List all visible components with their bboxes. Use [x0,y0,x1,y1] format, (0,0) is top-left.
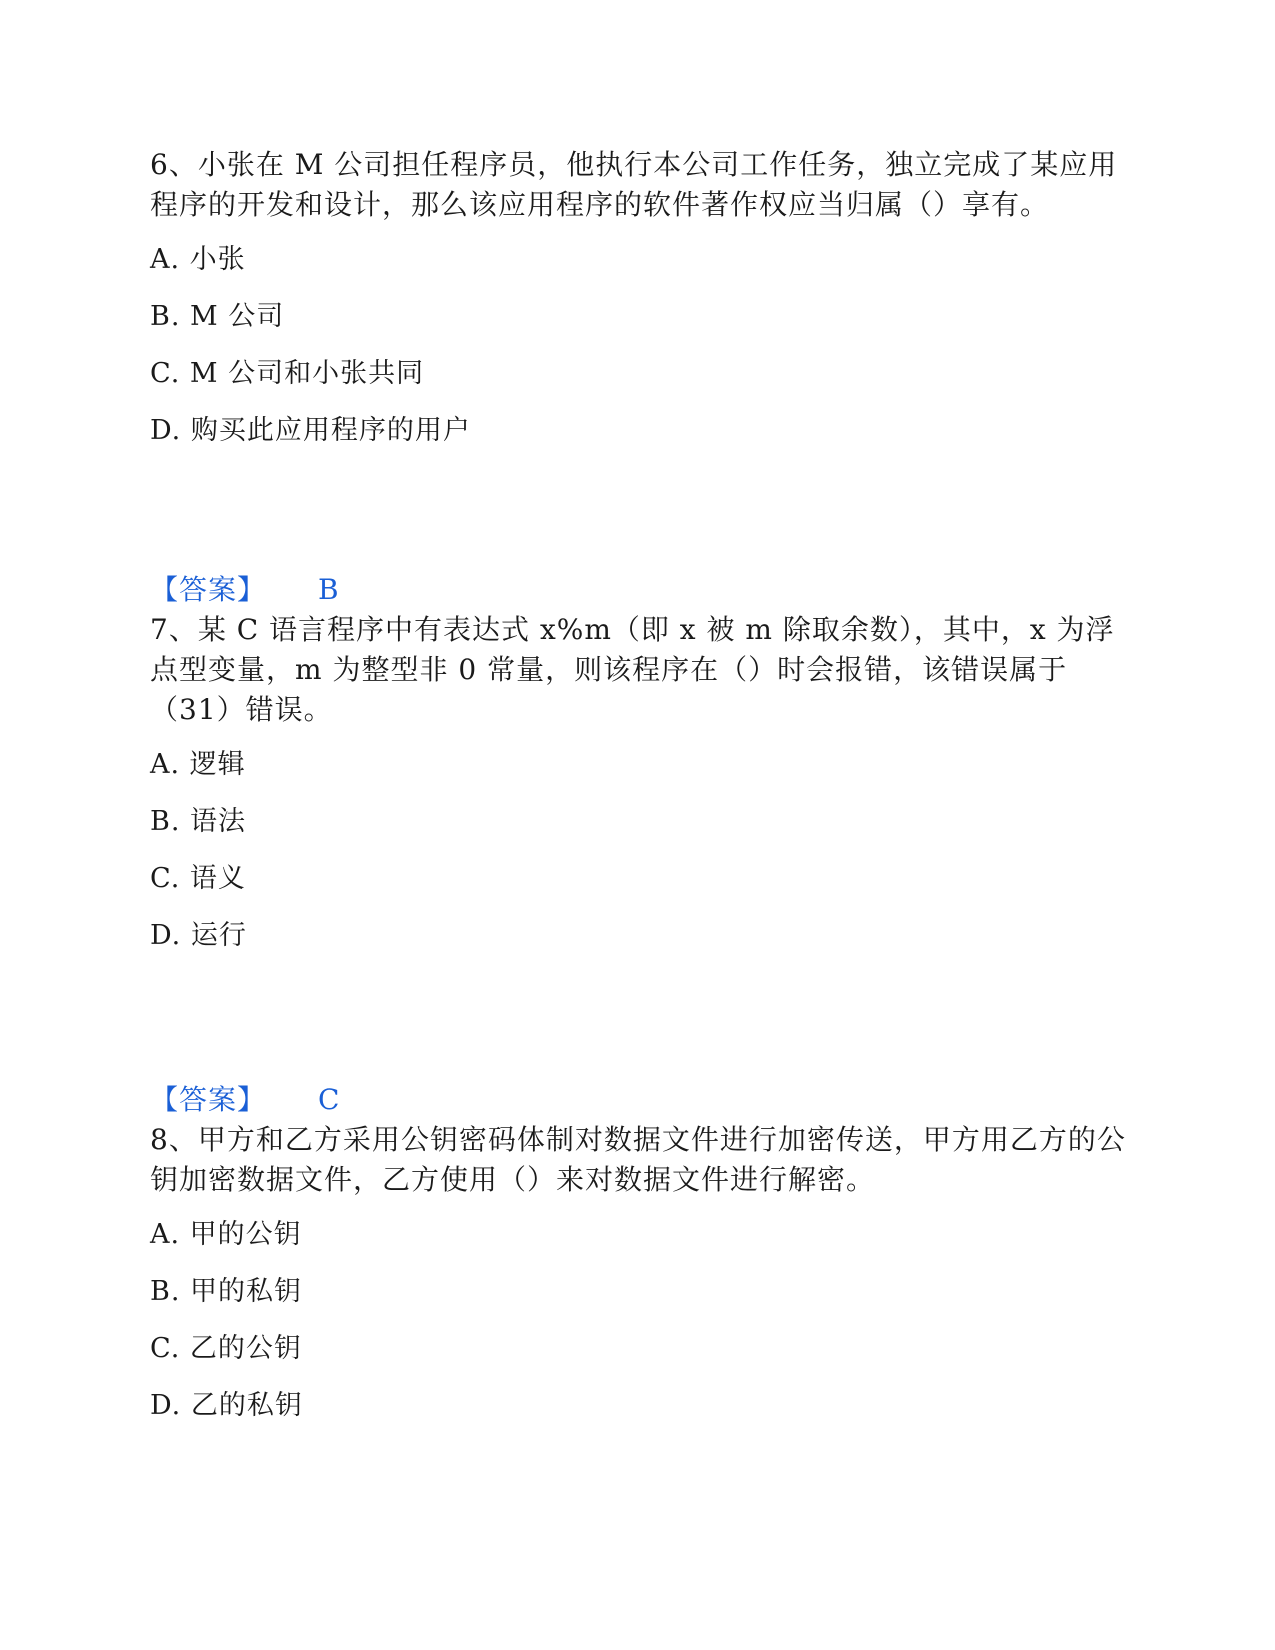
option-b: B. M 公司 [150,301,285,332]
question-text: 6、小张在 M 公司担任程序员，他执行本公司工作任务，独立完成了某应用程序的开发和设计，那么该应用程序的软件著作权应当归属（）享有。 [150,148,1118,221]
option-d: D. 运行 [150,920,247,951]
option-c: C. 乙的公钥 [150,1333,302,1364]
answer-label: 【答案】 [150,1083,267,1116]
option-c: C. M 公司和小张共同 [150,358,425,389]
option-b: B. 甲的私钥 [150,1276,303,1307]
answer-6 [150,570,339,610]
option-a: A. 甲的公钥 [150,1219,302,1250]
option-a: A. 小张 [150,244,246,275]
option-d: D. 乙的私钥 [150,1390,303,1421]
option-list [150,1216,1130,1425]
answer-label: 【答案】 [150,573,267,606]
question-text: 8、甲方和乙方采用公钥密码体制对数据文件进行加密传送，甲方用乙方的公钥加密数据文件，乙方使用（）来对数据文件进行解密。 [150,1123,1126,1196]
question-8 [150,1120,1130,1444]
option-c: C. 语义 [150,863,246,894]
question-7 [150,610,1130,974]
answer-value: B [318,573,339,606]
option-list [150,241,1130,450]
question-6 [150,145,1130,469]
answer-value: C [318,1083,340,1116]
option-d: D. 购买此应用程序的用户 [150,415,471,446]
option-list [150,746,1130,955]
question-text: 7、某 C 语言程序中有表达式 x%m（即 x 被 m 除取余数），其中，x 为浮点型变量，m 为整型非 0 常量，则该程序在（）时会报错，该错误属于（31）错误。 [150,613,1115,726]
option-b: B. 语法 [150,806,247,837]
answer-7 [150,1080,339,1120]
option-a: A. 逻辑 [150,749,246,780]
